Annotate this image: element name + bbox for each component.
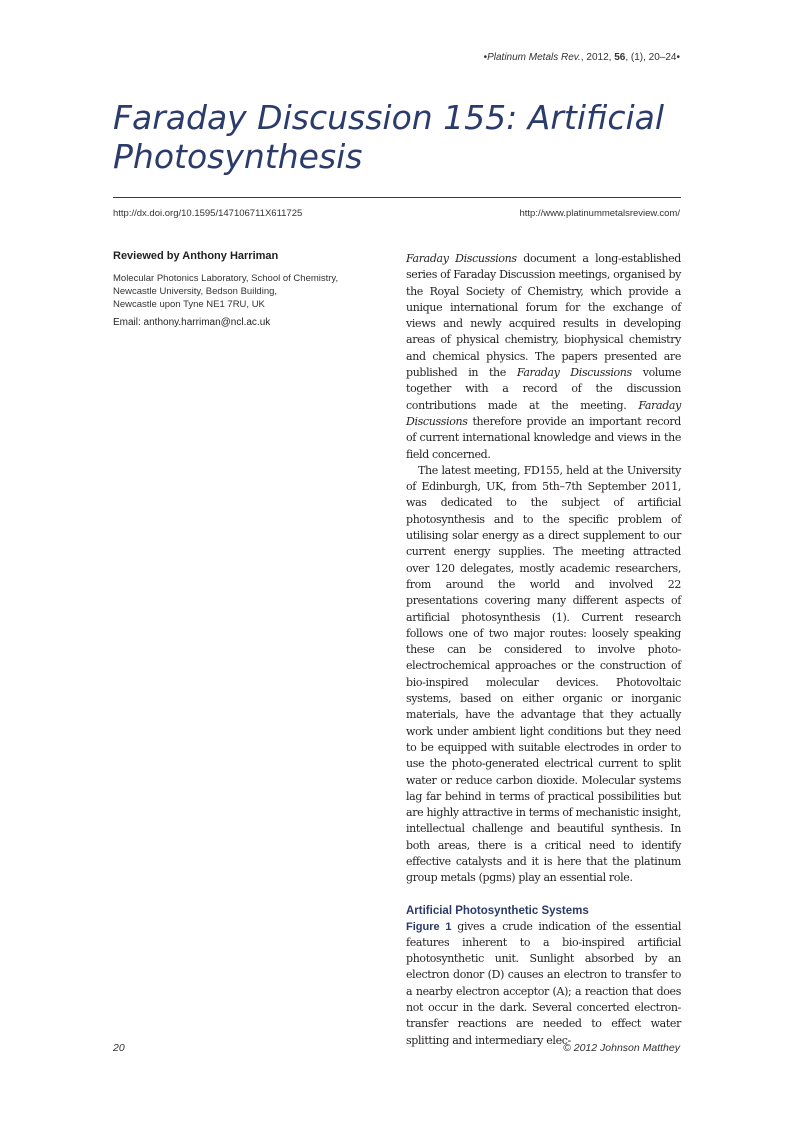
website-link[interactable]: http://www.platinummetalsreview.com/ [519, 208, 680, 219]
author-email[interactable]: Email: anthony.harriman@ncl.ac.uk [113, 317, 271, 328]
page-number: 20 [113, 1042, 125, 1054]
copyright: © 2012 Johnson Matthey [563, 1042, 680, 1054]
article-body [406, 251, 681, 1049]
affiliation-line: Newcastle University, Bedson Building, [113, 286, 278, 297]
author-block [113, 250, 363, 328]
body-text: volume together with a record of the discussion contributions made at the meeting. [406, 366, 681, 412]
body-text: gives a crude indication of the essential features inherent to a bio-inspired artificial photosynthetic unit. Sunlight absorbed by an electron donor (D) causes an electron to transfer to a nearby electron acceptor (A); a reaction that does not occur in the dark. Several concerted electron-transfer reactions are needed to effect water splitting and intermediary elec- [406, 919, 681, 1047]
figure-reference-link[interactable]: Figure 1 [406, 920, 452, 933]
affiliation-line: Newcastle upon Tyne NE1 7RU, UK [113, 299, 265, 310]
bullet-end: • [676, 52, 680, 63]
section-heading: Artificial Photosynthetic Systems [406, 904, 589, 917]
title-divider [113, 197, 681, 198]
italic-term: Faraday Discussions [406, 252, 517, 265]
journal-issue-pages: , (1), 20–24 [625, 52, 677, 63]
affiliation [113, 272, 363, 311]
body-paragraph-1 [406, 251, 681, 463]
body-paragraph-2: The latest meeting, FD155, held at the University of Edinburgh, UK, from 5th–7th September 2011, was dedicated to the subject of artificial photosynthesis and to the specific problem of utilising solar energy as a direct supplement to our current energy supplies. The meeting attracted over 120 delegates, mostly academic researchers, from around the world and involved 22 presentations covering many different aspects of artificial photosynthesis (1). Current research follows one of two major routes: loosely speaking these can be considered to involve photo-electrochemical approaches or the construction of bio-inspired molecular devices. Photovoltaic systems, based on either organic or inorganic materials, have the advantage that they actually work under ambient light conditions but they need to be equipped with suitable electrodes in order to use the photo-generated electrical current to split water or reduce carbon dioxide. Molecular systems lag far behind in terms of practical possibilities but are highly attractive in terms of mechanistic insight, intellectual challenge and beautiful synthesis. In both areas, there is a critical need to identify effective catalysts and it is here that the platinum group metals (pgms) play an essential role. [406, 463, 681, 885]
bullet-start: • [483, 52, 488, 63]
title-line-2: Photosynthesis [113, 137, 363, 176]
body-text: therefore provide an important record of current international knowledge and views in the field concerned. [406, 414, 681, 461]
doi-link[interactable]: http://dx.doi.org/10.1595/147106711X611725 [113, 208, 303, 219]
reviewer-name: Reviewed by Anthony Harriman [113, 250, 279, 262]
journal-name: Platinum Metals Rev. [487, 52, 581, 63]
title-line-1: Faraday Discussion 155: Artificial [113, 98, 665, 137]
body-text: document a long-established series of Faraday Discussion meetings, organised by the Royal Society of Chemistry, which provide a unique international forum for the exchange of views and newly acquired results in developing areas of physical chemistry, biophysical chemistry and chemical physics. The papers presented are published in the [406, 252, 682, 380]
journal-year: , 2012, [580, 52, 615, 63]
affiliation-line: Molecular Photonics Laboratory, School of Chemistry, [113, 273, 339, 284]
journal-volume: 56 [614, 52, 626, 63]
italic-term: Faraday Discussions [516, 366, 632, 380]
journal-reference [484, 52, 680, 63]
body-paragraph-3 [406, 919, 681, 1049]
italic-term: Faraday Discussions [406, 398, 681, 428]
article-title [113, 98, 683, 176]
